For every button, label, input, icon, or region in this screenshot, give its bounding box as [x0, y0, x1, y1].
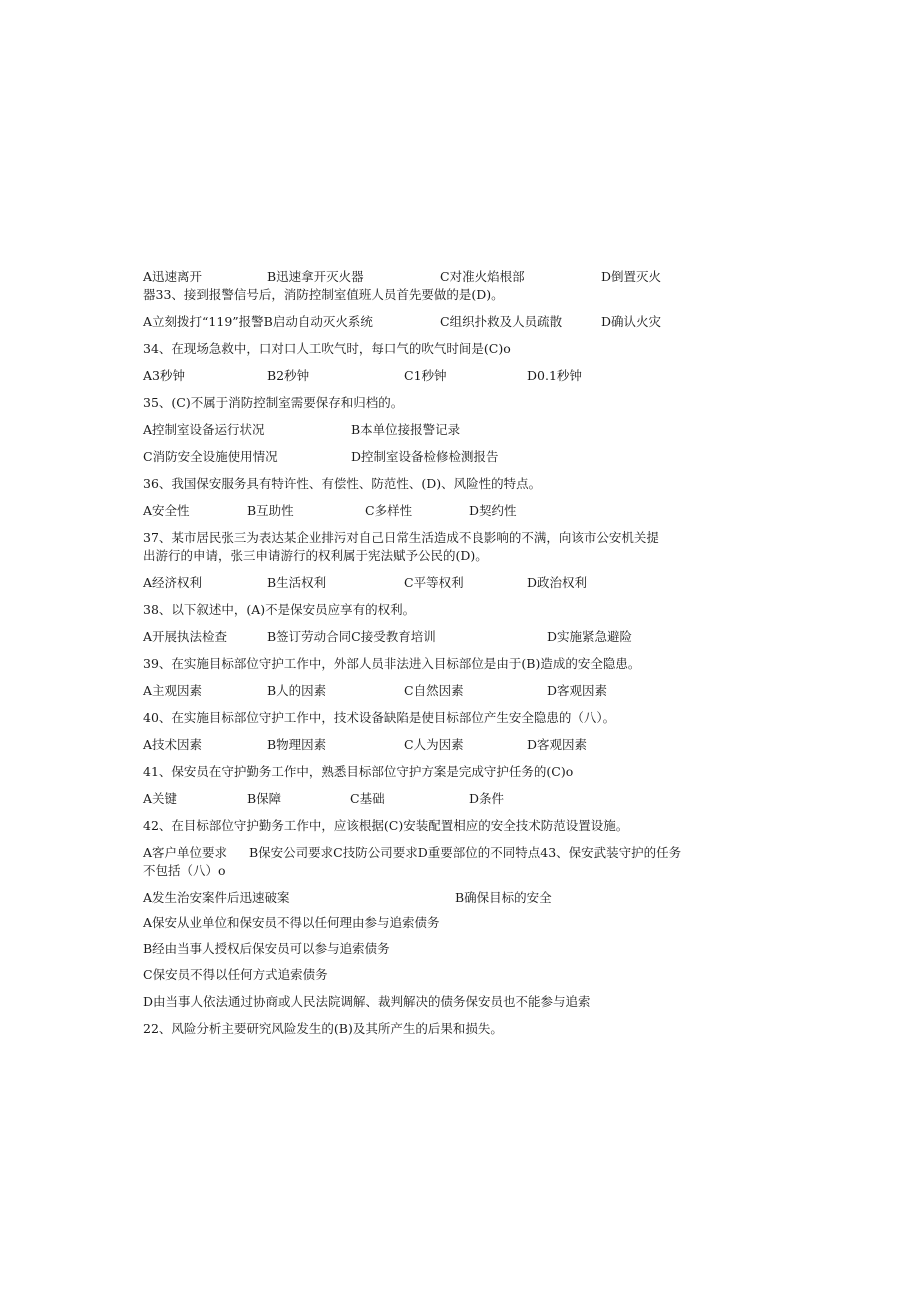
option-b: B互助性 — [247, 503, 294, 518]
option-bcd-and-question: B保安公司要求C技防公司要求D重要部位的不同特点43、保安武装守护的任务 — [249, 845, 682, 860]
option-d: D契约性 — [469, 503, 517, 518]
option-a: A3秒钟 — [143, 368, 185, 383]
option-b: B生活权利 — [267, 575, 327, 590]
option-b: B物理因素 — [267, 737, 327, 752]
option-a: A主观因素 — [143, 683, 203, 698]
question-text-cont: 出游行的申请，张三申请游行的权利属于宪法赋予公民的(D)。 — [143, 548, 488, 563]
option-c: C人为因素 — [404, 737, 464, 752]
statement-b: B经由当事人授权后保安员可以参与追索债务 — [143, 941, 390, 956]
question-text: 22、风险分析主要研究风险发生的(B)及其所产生的后果和损失。 — [143, 1021, 503, 1036]
question-text: 37、某市居民张三为表达某企业排污对自己日常生活造成不良影响的不满，向该市公安机关提 — [143, 530, 659, 545]
option-c: C消防安全设施使用情况 — [143, 449, 278, 464]
option-b: B本单位接报警记录 — [351, 422, 461, 437]
question-text: 34、在现场急救中，口对口人工吹气时，每口气的吹气时间是(C)o — [143, 341, 511, 356]
option-c: C多样性 — [365, 503, 413, 518]
statement-a: A保安从业单位和保安员不得以任何理由参与追索债务 — [143, 915, 440, 930]
option-b: B迅速拿开灭火器 — [267, 269, 364, 284]
option-d: D客观因素 — [527, 737, 588, 752]
option-a: A客户单位要求 — [143, 845, 228, 860]
statement-c: C保安员不得以任何方式追索债务 — [143, 967, 328, 982]
question-text: 35、(C)不属于消防控制室需要保存和归档的。 — [143, 395, 404, 410]
option-c: C平等权利 — [404, 575, 464, 590]
option-d: D控制室设备检修检测报告 — [351, 449, 499, 464]
option-d: D实施紧急避险 — [547, 629, 633, 644]
option-ab: A立刻拨打“119”报警B启动自动灭火系统 — [143, 314, 373, 329]
question-text: 40、在实施目标部位守护工作中，技术设备缺陷是使目标部位产生安全隐患的（八）。 — [143, 710, 616, 725]
option-b: B2秒钟 — [267, 368, 310, 383]
option-a: A控制室设备运行状况 — [143, 422, 265, 437]
option-d: D政治权利 — [527, 575, 588, 590]
option-d: D0.1秒钟 — [527, 368, 582, 383]
option-b: B保障 — [247, 791, 282, 806]
option-a: A开展执法检查 — [143, 629, 228, 644]
question-text: 36、我国保安服务具有特许性、有偿性、防范性、(D)、风险性的特点。 — [143, 476, 542, 491]
option-a: A安全性 — [143, 503, 190, 518]
option-a: A发生治安案件后迅速破案 — [143, 890, 290, 905]
option-d: D确认火灾 — [601, 314, 662, 329]
question-text: 39、在实施目标部位守护工作中，外部人员非法进入目标部位是由于(B)造成的安全隐患。 — [143, 656, 641, 671]
option-c: C自然因素 — [404, 683, 464, 698]
question-text: 42、在目标部位守护勤务工作中，应该根据(C)安装配置相应的安全技术防范设置设施。 — [143, 818, 629, 833]
option-d: D条件 — [469, 791, 505, 806]
option-a: A经济权利 — [143, 575, 203, 590]
option-c: C1秒钟 — [404, 368, 447, 383]
option-a: A技术因素 — [143, 737, 203, 752]
question-text-cont: 不包括（八）o — [143, 863, 226, 878]
option-c: C基础 — [350, 791, 385, 806]
option-bc: B签订劳动合同C接受教育培训 — [267, 629, 436, 644]
option-a: A关键 — [143, 791, 178, 806]
option-d: D倒置灭火 — [601, 269, 662, 284]
option-b: B人的因素 — [267, 683, 327, 698]
option-b: B确保目标的安全 — [455, 890, 552, 905]
question-text: 器33、接到报警信号后，消防控制室值班人员首先要做的是(D)。 — [143, 287, 504, 302]
option-a: A迅速离开 — [143, 269, 203, 284]
option-c: C对准火焰根部 — [440, 269, 525, 284]
option-d: D客观因素 — [547, 683, 608, 698]
question-text: 38、以下叙述中，(A)不是保安员应享有的权利。 — [143, 602, 416, 617]
option-c: C组织扑救及人员疏散 — [440, 314, 563, 329]
question-text: 41、保安员在守护勤务工作中，熟悉目标部位守护方案是完成守护任务的(C)o — [143, 764, 574, 779]
statement-d: D由当事人依法通过协商或人民法院调解、裁判解决的债务保安员也不能参与追索 — [143, 994, 591, 1009]
